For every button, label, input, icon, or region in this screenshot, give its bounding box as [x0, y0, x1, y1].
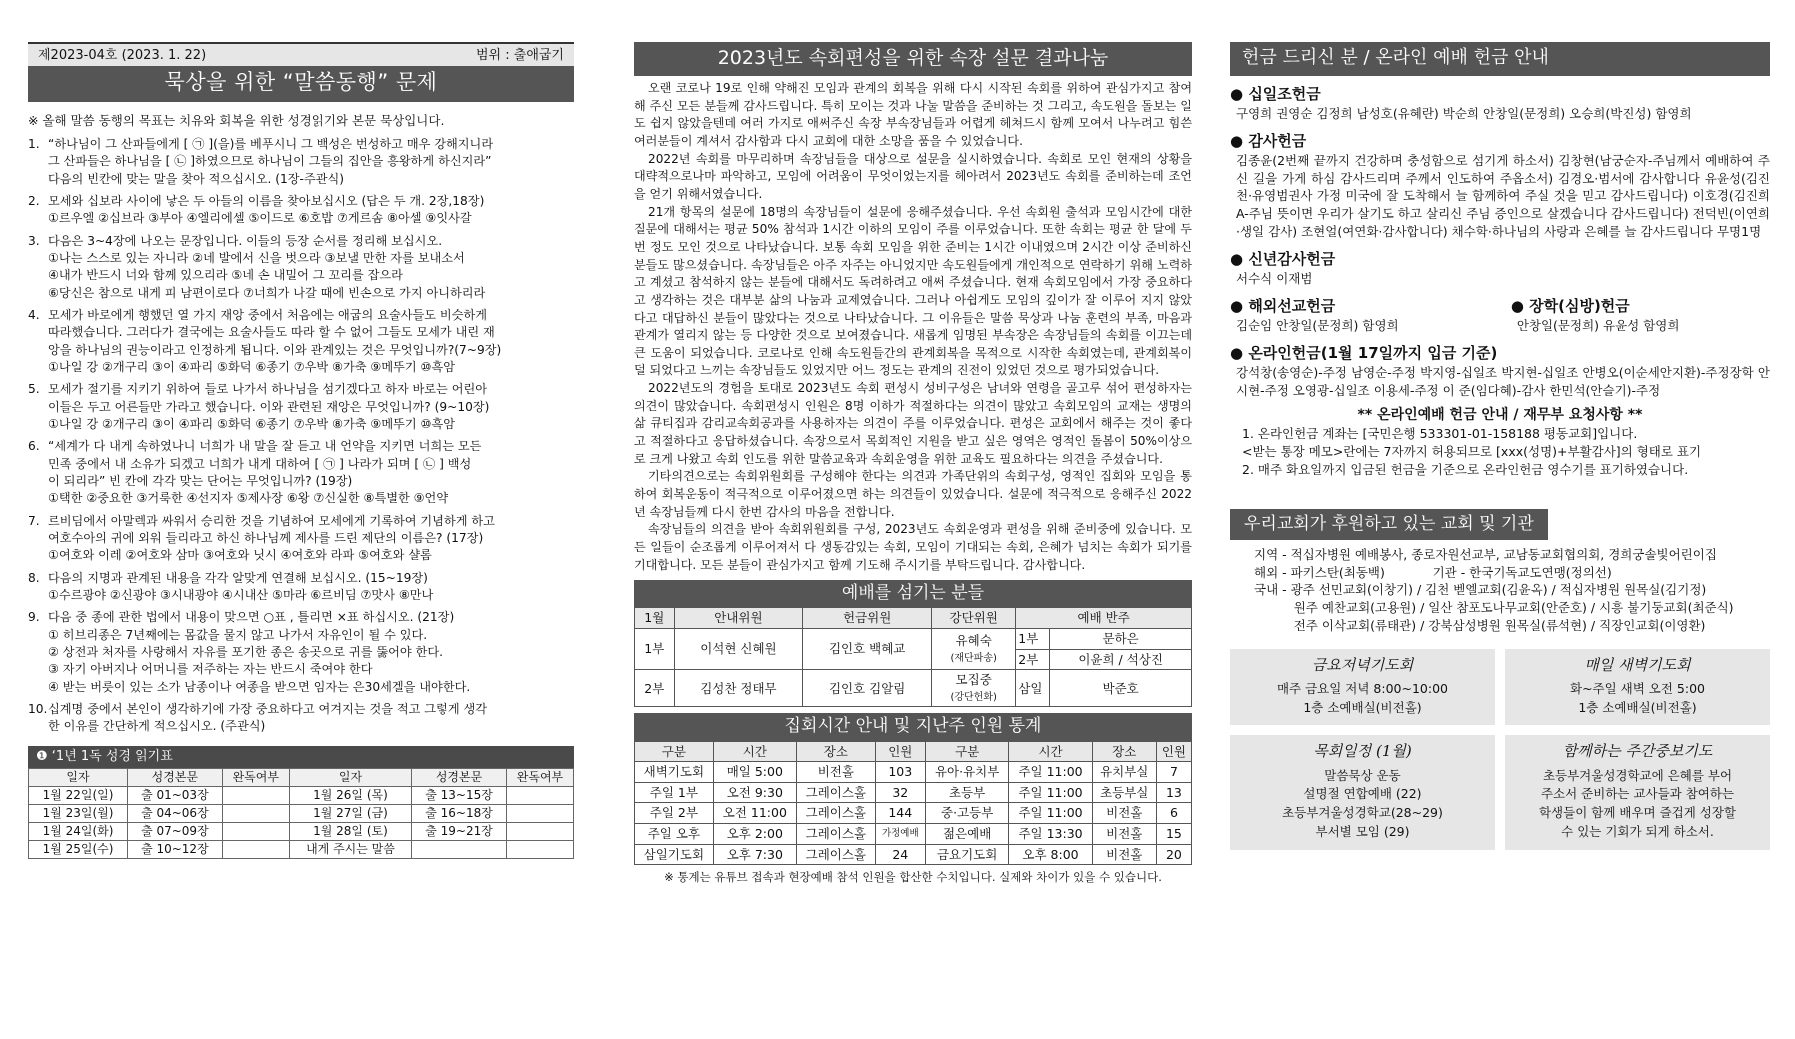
reading-plan-header [29, 768, 574, 786]
servers-acc: 문하은 [1050, 629, 1192, 650]
reading-cell: 1월 28일 (토) [289, 822, 411, 840]
question-line: ④내가 반드시 너와 함께 있으리라 ⑤네 손 내밀어 그 꼬리를 잡으라 [48, 268, 403, 283]
question-line: 여호수아의 귀에 외워 들리라고 하신 하나님께 제사를 드린 제단의 이름은? (17장) [48, 530, 484, 545]
survey-paragraph: 21개 항목의 설문에 18명의 속장님들이 설문에 응해주셨습니다. 우선 속회원 출석과 모임시간에 대한 질문에 대해서는 평균 50% 참석과 1시간 이하의 모임이 주를 이루었습니다. 또한 속회는 평균 한 달에 두 번 정도 모인 것으로 나타났습니다. 보통 속회 모임을 위한 준비는 1시간 이내였으며 2시간 이상 준비하신 분들도 많으셨습니다. 속장님들은 아주 자주는 아니었지만 속도원들에게 개인적으로 연락하기 위해 노력하고 계셨고 참석하지 않는 분들에 대해서도 독려하려고 애써 주셨습니다. 현재 속회모임에서 가장 중요하다고 생각하는 것은 대부분 삶의 나눔과 교제였습니다. 그러나 아쉽게도 모임의 깊이가 잘 이루어 지지 않았다고 대답하신 분들이 많았다는 것으로 나타났습니다. 그 이유들은 말씀 묵상과 나눔 훈련의 부족, 마음과 관계가 열리지 않는 등 다양한 것으로 보여졌습니다. 새롭게 임명된 부속장은 속장님들의 속회를 이끄는데 큰 도움이 되었습니다. 코로나로 인해 속도원들간의 관계회복을 목적으로 시작한 속회였는데, 관계회복이 덜 되었다고 느끼는 속장님들도 있었지만 어느 정도는 관계의 진전이 있었던 것으로 평가되었습니다. [634, 204, 1192, 378]
question-line: 그 산파들은 하나님을 [ ㉡ ]하였으므로 하나님이 그들의 집안을 흥왕하게 하신지라” [48, 154, 492, 169]
scholarship-title: ● 장학(심방)헌금 [1511, 296, 1770, 317]
reading-header-cell: 일자 [289, 768, 411, 786]
servers-header-cell: 1월 [635, 608, 675, 629]
support-line: 전주 이삭교회(류태관) / 강북삼성병원 원목실(류석현) / 직장인교회(이영환) [1254, 617, 1706, 633]
question-line: 모세와 십보라 사이에 낳은 두 아들의 이름을 찾아보십시오 (답은 두 개. 2장,18장) [48, 194, 485, 208]
servers-acc: 이윤희 / 석상진 [1050, 649, 1192, 670]
schedule-cell: 비전홀 [1092, 824, 1156, 845]
question-line: 다음의 지명과 관계된 내용을 각각 알맞게 연결해 보십시오. (15~19장) [48, 570, 428, 585]
question-line: 모세가 바로에게 행했던 열 가지 재앙 중에서 처음에는 애굽의 요술사들도 비슷하게 [48, 307, 488, 322]
schedule-cell: 금요기도회 [925, 844, 1009, 865]
question-line: 한 이유를 간단하게 적으십시오. (주관식) [48, 719, 266, 734]
reading-cell [506, 840, 573, 858]
event-box [1505, 649, 1770, 726]
reading-cell: 출 13~15장 [412, 786, 507, 804]
reading-cell: 1월 22일(일) [29, 786, 128, 804]
schedule-cell: 가정예배 [875, 824, 925, 845]
event-boxes [1230, 649, 1770, 850]
quiz-column [28, 42, 574, 859]
question-number: 8. [28, 570, 40, 585]
support-line: 해외 - 파키스탄(최동백) 기관 - 한국기독교도연맹(정의선) [1254, 564, 1612, 580]
schedule-cell: 32 [875, 782, 925, 803]
schedule-cell: 20 [1156, 844, 1191, 865]
servers-offering: 김인호 김알림 [803, 670, 932, 707]
event-box [1505, 735, 1770, 849]
event-box-line: 초등부겨울성경학교(28~29) [1282, 805, 1443, 821]
reading-cell [506, 804, 573, 822]
reading-cell: 출 16~18장 [412, 804, 507, 822]
question-body [48, 307, 574, 376]
question-line: ①르우엘 ②십브라 ③부아 ④엘리에셀 ⑤이드로 ⑥호밥 ⑦게르솜 ⑧아셀 ⑨잇사갈 [48, 211, 472, 226]
reading-cell [506, 822, 573, 840]
offering-title: 헌금 드리신 분 / 온라인 예배 헌금 안내 [1230, 42, 1770, 76]
issue-bar [28, 42, 574, 66]
scholarship-body: 안창일(문정희) 유윤성 함영희 [1516, 317, 1680, 333]
schedule-header-cell: 장소 [796, 741, 875, 762]
reading-header-cell: 성경본문 [128, 768, 223, 786]
question-line: 다음의 빈칸에 맞는 말을 찾아 적으십시오. (1장-주관식) [48, 171, 345, 186]
schedule-cell: 오후 2:00 [713, 824, 796, 845]
question-number: 5. [28, 382, 40, 397]
survey-paragraph: 2022년도의 경험을 토대로 2023년도 속회 편성시 성비구성은 남녀와 연령을 골고루 섞어 편성하자는 의견이 많았습니다. 속회편성시 인원은 8명 이하가 적절하다는 의견이 많았고 속회모임의 교재는 생명의 삶 큐티집과 감리교속회공과를 사용하자는 의견이 주를 이루었습니다. 편성은 교회에서 해주는 것이 좋다고 적절하다고 응답하셨습니다. 속장으로서 목회적인 지원을 받고 싶은 영역은 영적인 돌봄이 50%이상으로 크게 나왔고 속회 인도를 위한 말씀교육과 속회운영을 위한 교육도 필요하다는 의견을 주셨습니다. [634, 381, 1192, 466]
schedule-cell: 오전 11:00 [713, 803, 796, 824]
question-line: 이들은 두고 어른들만 가라고 했습니다. 이와 관련된 재앙은 무엇입니까? (9~10장) [48, 399, 490, 414]
question-line: ①수르광야 ②신광야 ③시내광야 ④시내산 ⑤마라 ⑥르비딤 ⑦맛사 ⑧만나 [48, 587, 434, 602]
servers-acc-label: 2부 [1016, 649, 1050, 670]
schedule-cell: 7 [1156, 762, 1191, 783]
servers-altar-name: 모집중 [955, 672, 992, 688]
issue-scope: 범위 : 출애굽기 [476, 48, 564, 63]
question-line: “하나님이 그 산파들에게 [ ㉠ ](을)를 베푸시니 그 백성은 번성하고 매우 강해지니라 [48, 137, 494, 152]
schedule-cell: 144 [875, 803, 925, 824]
question-line: 앙을 하나님의 권능이라고 인정하게 됩니다. 이와 관계있는 것은 무엇입니까?(7~9장) [48, 342, 502, 357]
question-item [28, 609, 574, 696]
servers-row [635, 629, 1192, 650]
schedule-cell: 비전홀 [1092, 844, 1156, 865]
schedule-header-cell: 장소 [1092, 741, 1156, 762]
question-number: 4. [28, 307, 40, 322]
thanks-title: ● 감사헌금 [1230, 131, 1770, 152]
question-item [28, 136, 574, 188]
question-body [48, 381, 574, 433]
question-body [48, 701, 574, 736]
reading-header-cell: 완독여부 [506, 768, 573, 786]
notice-item: <받는 통장 메모>란에는 7자까지 허용되므로 [xxx(성명)+부활감사]의 형태로 표기 [1242, 444, 1702, 460]
reading-cell: 1월 23일(월) [29, 804, 128, 822]
reading-row [29, 786, 574, 804]
question-item [28, 193, 574, 228]
reading-row [29, 822, 574, 840]
question-line: ①나일 강 ②개구리 ③이 ④파리 ⑤화덕 ⑥종기 ⑦우박 ⑧가축 ⑨메뚜기 ⑩흑암 [48, 359, 456, 374]
event-box-line: 초등부겨울성경학교에 은혜를 부어 [1542, 767, 1733, 783]
event-box-line: 주소서 준비하는 교사들과 참여하는 [1540, 786, 1735, 802]
servers-week: 1부 [635, 629, 675, 670]
question-line: 민족 중에서 내 소유가 되겠고 너희가 내게 대하여 [ ㉠ ] 나라가 되며 [ ㉡ ] 백성 [48, 456, 472, 471]
servers-header [635, 608, 1192, 629]
question-body [48, 193, 574, 228]
survey-title: 2023년도 속회편성을 위한 속장 설문 결과나눔 [634, 42, 1192, 76]
question-body [48, 513, 574, 565]
question-line: 다음은 3~4장에 나오는 문장입니다. 이들의 등장 순서를 정리해 보십시오. [48, 233, 443, 248]
schedule-cell: 그레이스홀 [796, 844, 875, 865]
schedule-row [635, 844, 1192, 865]
quiz-intro: ※ 올해 말씀 동행의 목표는 치유와 회복을 위한 성경읽기와 본문 묵상입니다. [28, 113, 445, 129]
reading-header-cell: 완독여부 [222, 768, 289, 786]
reading-header-cell: 일자 [29, 768, 128, 786]
event-box-title: 매일 새벽기도회 [1584, 655, 1691, 674]
question-item [28, 701, 574, 736]
question-item [28, 570, 574, 605]
servers-acc-label: 1부 [1016, 629, 1050, 650]
schedule-header-cell: 인원 [1156, 741, 1191, 762]
event-box-line: 설명절 연합예배 (22) [1303, 786, 1422, 802]
servers-altar [932, 670, 1016, 707]
schedule-header-cell: 시간 [1009, 741, 1092, 762]
newyear-title: ● 신년감사헌금 [1230, 249, 1770, 270]
schedule-cell: 주일 11:00 [1009, 803, 1092, 824]
schedule-cell: 오후 8:00 [1009, 844, 1092, 865]
servers-title: 예배를 섬기는 분들 [634, 580, 1192, 607]
schedule-cell: 그레이스홀 [796, 824, 875, 845]
schedule-title: 집회시간 안내 및 지난주 인원 통계 [634, 713, 1192, 740]
schedule-cell: 새벽기도회 [635, 762, 714, 783]
servers-header-cell: 헌금위원 [803, 608, 932, 629]
event-box-line: 말씀묵상 운동 [1324, 767, 1401, 783]
servers-acc-label: 삼일 [1016, 670, 1050, 707]
schedule-row [635, 803, 1192, 824]
event-box-line: 화~주일 새벽 오전 5:00 [1570, 680, 1705, 696]
schedule-cell: 비전홀 [796, 762, 875, 783]
schedule-cell: 유치부실 [1092, 762, 1156, 783]
question-line: ④ 받는 버릇이 있는 소가 남종이나 여종을 받으면 임자는 은30세겔을 내야한다. [48, 679, 471, 694]
servers-header-cell: 예배 반주 [1016, 608, 1192, 629]
issue-number: 제2023-04호 (2023. 1. 22) [38, 48, 207, 63]
question-item [28, 438, 574, 507]
question-line: 따라했습니다. 그러다가 결국에는 요술사들도 따라 할 수 없어 그들도 모세가 내린 재 [48, 325, 495, 340]
survey-paragraph: 기타의견으로는 속회위원회를 구성해야 한다는 의견과 가족단위의 속회구성, 영적인 집회와 모임을 통하여 회복운동이 적극적으로 이루어졌으면 하는 의견들이 있었습니다. 설문에 적극적으로 응해주신 2022년 속장님들께 다시 한번 감사의 마음을 전합니다. [634, 469, 1192, 519]
servers-acc: 박준호 [1050, 670, 1192, 707]
notice-item: 1. 온라인헌금 계좌는 [국민은행 533301-01-158188 평동교회]입니다. [1242, 426, 1638, 442]
mission-body: 김순임 안창일(문정희) 함영희 [1236, 317, 1399, 333]
schedule-cell: 젊은예배 [925, 824, 1009, 845]
schedule-cell: 유아·유치부 [925, 762, 1009, 783]
question-list [28, 136, 574, 736]
question-line: ① 히브리종은 7년째에는 몸값을 물지 않고 나가서 자유인이 될 수 있다. [48, 627, 428, 642]
reading-cell: 내게 주시는 말씀 [289, 840, 411, 858]
reading-cell: 출 07~09장 [128, 822, 223, 840]
question-line: 다음 중 종에 관한 법에서 내용이 맞으면 ○표 , 틀리면 ×표 하십시오. (21장) [48, 610, 455, 625]
reading-cell: 1월 26일 (목) [289, 786, 411, 804]
question-body [48, 136, 574, 188]
survey-paragraph: 속장님들의 의견을 받아 속회위원회를 구성, 2023년도 속회운영과 편성을 위해 준비중에 있습니다. 모든 일들이 순조롭게 이루어져서 다 생동감있는 속회, 모임이 기대되는 속회, 은혜가 넘치는 속회가 되기를 기대합니다. 모든 분들이 관심가지고 함께 기도해 주시기를 부탁드립니다. 감사합니다. [634, 522, 1192, 572]
question-number: 10. [28, 701, 48, 716]
tithe-body: 구영희 권영순 김정희 남성호(유혜란) 박순희 안창일(문정희) 오승희(박진성) 함영희 [1236, 105, 1692, 121]
schedule-cell: 매일 5:00 [713, 762, 796, 783]
schedule-cell: 15 [1156, 824, 1191, 845]
question-item [28, 513, 574, 565]
servers-altar-note: (강단헌화) [950, 691, 997, 703]
servers-guide: 이석현 신혜원 [674, 629, 803, 670]
question-line: “세계가 다 내게 속하였나니 너희가 내 말을 잘 듣고 내 언약을 지키면 너희는 모든 [48, 439, 482, 454]
event-box-title: 금요저녁기도회 [1311, 655, 1414, 674]
schedule-cell: 주일 1부 [635, 782, 714, 803]
question-number: 1. [28, 137, 40, 152]
schedule-cell: 초등부실 [1092, 782, 1156, 803]
question-number: 6. [28, 439, 40, 454]
servers-altar-note: (재단파송) [950, 652, 997, 664]
schedule-cell: 103 [875, 762, 925, 783]
reading-cell: 출 04~06장 [128, 804, 223, 822]
survey-body [634, 80, 1192, 574]
reading-cell: 출 19~21장 [412, 822, 507, 840]
reading-cell: 1월 27일 (금) [289, 804, 411, 822]
question-line: 모세가 절기를 지키기 위하여 들로 나가서 하나님을 섬기겠다고 하자 바로는 어린아 [48, 382, 488, 397]
online-body: 강석창(송영순)-주정 남영순-주정 박지영-십일조 박지현-십일조 안병오(이순세안지환)-주정장학 안시현-주정 오영광-십일조 이용세-주정 이 준(임다혜)-감사 한민석(안슬기)-주정 [1236, 365, 1770, 398]
reading-cell [222, 822, 289, 840]
question-line: 르비딤에서 아말렉과 싸워서 승리한 것을 기념하여 모세에게 기록하여 기념하게 하고 [48, 513, 495, 528]
question-number: 7. [28, 513, 40, 528]
servers-header-cell: 강단위원 [932, 608, 1016, 629]
schedule-cell: 주일 13:30 [1009, 824, 1092, 845]
reading-cell [506, 786, 573, 804]
event-box-title: 함께하는 주간중보기도 [1562, 742, 1713, 761]
schedule-header-cell: 시간 [713, 741, 796, 762]
schedule-cell: 주일 11:00 [1009, 762, 1092, 783]
reading-header-cell: 성경본문 [412, 768, 507, 786]
reading-cell [222, 786, 289, 804]
schedule-cell: 오후 7:30 [713, 844, 796, 865]
schedule-row [635, 762, 1192, 783]
question-line: ② 상전과 처자를 사랑해서 자유를 포기한 종은 송곳으로 귀를 뚫어야 한다. [48, 644, 443, 659]
reading-cell: 출 01~03장 [128, 786, 223, 804]
reading-cell [412, 840, 507, 858]
event-box-line: 수 있는 기회가 되게 하소서. [1561, 823, 1714, 839]
notice-list [1230, 425, 1770, 478]
schedule-table [634, 741, 1192, 866]
event-box-line: 1층 소예배실(비전홀) [1303, 699, 1422, 715]
question-line: ③ 자기 아버지나 어머니를 저주하는 자는 반드시 죽여야 한다 [48, 662, 373, 677]
mission-title: ● 해외선교헌금 [1230, 296, 1489, 317]
question-line: ①택한 ②중요한 ③거룩한 ④선지자 ⑤제사장 ⑥왕 ⑦신실한 ⑧특별한 ⑨언약 [48, 491, 449, 506]
thanks-body: 김종윤(2번째 끝까지 건강하며 충성함으로 섬기게 하소서) 김창현(남궁순자-주님께서 예배하여 주신 길을 가게 하심 감사드리며 주께서 인도하여 주옵소서) 김경오·범서에 감사합니다 유윤성(김진천·유영범권사 가정 미국에 잘 도착해서 늘 함께하여 주실 것을 믿고 감사드립니다) 이호경(김진희A-주님 뜻이면 우리가 살기도 하고 살리신 주님 증인으로 살겠습니다 감사드립니다) 전덕빈(이연희·생일 감사) 조현얼(여연화·감사합니다) 채수학·하나님의 사랑과 은혜를 늘 감사드립니다 무명1명 [1236, 152, 1770, 239]
schedule-cell: 주일 2부 [635, 803, 714, 824]
schedule-cell: 주일 11:00 [1009, 782, 1092, 803]
question-line: 이 되리라” 빈 칸에 각각 맞는 단어는 무엇입니까? (19장) [48, 473, 353, 488]
reading-plan-title: ❶ ‘1년 1독 성경 읽기표 [28, 746, 574, 768]
schedule-cell: 비전홀 [1092, 803, 1156, 824]
support-title: 우리교회가 후원하고 있는 교회 및 기관 [1230, 509, 1548, 540]
question-line: 십계명 중에서 본인이 생각하기에 가장 중요하다고 여겨지는 것을 적고 그렇게 생각 [48, 701, 488, 716]
schedule-cell: 13 [1156, 782, 1191, 803]
schedule-header-cell: 구분 [635, 741, 714, 762]
servers-row [635, 670, 1192, 707]
schedule-header-cell: 구분 [925, 741, 1009, 762]
schedule-cell: 초등부 [925, 782, 1009, 803]
reading-cell [222, 804, 289, 822]
tithe-title: ● 십일조헌금 [1230, 84, 1770, 105]
reading-plan-table [28, 768, 574, 859]
support-list [1230, 546, 1770, 635]
online-title: ● 온라인헌금(1월 17일까지 입금 기준) [1230, 343, 1770, 364]
question-item [28, 381, 574, 433]
servers-altar [932, 629, 1016, 670]
question-body [48, 609, 574, 696]
servers-header-cell: 안내위원 [674, 608, 803, 629]
survey-paragraph: 오랜 코로나 19로 인해 약해진 모임과 관계의 회복을 위해 다시 시작된 속회를 위하여 관심가지고 참여해 주신 모든 분들께 감사드립니다. 특히 모이는 것과 나눌 말씀을 준비하는 것 그리고, 속도원을 돌보는 일도 쉽지 않았을텐데 여러 가지로 애써주신 속장 부속장님들과 어렵게 헤쳐드시 함께 모여서 나누려고 힘쓴 여러분들이 계셔서 감사함과 다시 교회에 대한 소망을 품을 수 있었습니다. [634, 80, 1192, 148]
event-box-line: 매주 금요일 저녁 8:00~10:00 [1276, 680, 1448, 696]
schedule-row [635, 824, 1192, 845]
reading-cell: 1월 25일(수) [29, 840, 128, 858]
event-box-line: 부서별 모임 (29) [1315, 823, 1410, 839]
schedule-cell: 24 [875, 844, 925, 865]
schedule-cell: 중·고등부 [925, 803, 1009, 824]
question-body [48, 438, 574, 507]
newyear-body: 서수식 이재범 [1236, 270, 1313, 286]
event-box-title: 목회일정 (1월) [1313, 742, 1412, 761]
question-number: 9. [28, 610, 40, 625]
quiz-title: 묵상을 위한 “말씀동행” 문제 [28, 66, 574, 102]
servers-guide: 김성찬 정태무 [674, 670, 803, 707]
notice-title: ** 온라인예배 헌금 안내 / 재무부 요청사항 ** [1357, 406, 1643, 423]
question-line: ⑥당신은 참으로 내게 피 남편이로다 ⑦너희가 나갈 때에 빈손으로 가지 아니하리라 [48, 285, 486, 300]
event-box [1230, 649, 1495, 726]
question-item [28, 307, 574, 376]
event-box [1230, 735, 1495, 849]
question-number: 3. [28, 233, 40, 248]
support-line: 국내 - 광주 선민교회(이창기) / 김천 벧엘교회(김윤옥) / 적십자병원 원목실(김기정) [1254, 582, 1707, 598]
survey-column [634, 42, 1192, 886]
schedule-header [635, 741, 1192, 762]
schedule-cell: 그레이스홀 [796, 782, 875, 803]
question-item [28, 233, 574, 302]
schedule-header-cell: 인원 [875, 741, 925, 762]
schedule-cell: 6 [1156, 803, 1191, 824]
schedule-note: ※ 통계는 유튜브 접속과 현장예배 참석 인원을 합산한 수치입니다. 실제와 차이가 있을 수 있습니다. [664, 870, 1162, 885]
schedule-row [635, 782, 1192, 803]
event-box-line: 1층 소예배실(비전홀) [1578, 699, 1697, 715]
servers-table [634, 607, 1192, 707]
question-body [48, 233, 574, 302]
schedule-cell: 삼일기도회 [635, 844, 714, 865]
offering-column [1230, 42, 1770, 850]
question-body [48, 570, 574, 605]
schedule-cell: 오전 9:30 [713, 782, 796, 803]
question-line: ①나일 강 ②개구리 ③이 ④파리 ⑤화덕 ⑥종기 ⑦우박 ⑧가축 ⑨메뚜기 ⑩흑암 [48, 416, 456, 431]
question-number: 2. [28, 194, 40, 208]
reading-cell [222, 840, 289, 858]
event-box-line: 학생들이 함께 배우며 즐겁게 성장할 [1538, 805, 1737, 821]
reading-row [29, 840, 574, 858]
question-line: ①여호와 이레 ②여호와 삼마 ③여호와 닛시 ④여호와 라파 ⑤여호와 샬롬 [48, 548, 432, 563]
servers-offering: 김인호 백혜교 [803, 629, 932, 670]
support-line: 원주 예찬교회(고용원) / 일산 참포도나무교회(안준호) / 시흥 불기둥교회(최준식) [1254, 600, 1734, 616]
notice-item: 2. 매주 화요일까지 입금된 헌금을 기준으로 온라인헌금 영수기를 표기하였습니다. [1242, 461, 1689, 477]
support-line: 지역 - 적십자병원 예배봉사, 종로자원선교부, 교남동교회협의회, 경희궁솔빛어린이집 [1254, 546, 1717, 562]
reading-cell: 1월 24일(화) [29, 822, 128, 840]
reading-cell: 출 10~12장 [128, 840, 223, 858]
servers-altar-name: 유혜숙 [955, 633, 992, 649]
schedule-cell: 그레이스홀 [796, 803, 875, 824]
mission-scholarship-row [1230, 288, 1770, 335]
question-line: ①나는 스스로 있는 자니라 ②네 발에서 신을 벗으라 ③보낼 만한 자를 보내소서 [48, 250, 465, 265]
servers-week: 2부 [635, 670, 675, 707]
reading-row [29, 804, 574, 822]
survey-paragraph: 2022년 속회를 마무리하며 속장님들을 대상으로 설문을 실시하였습니다. 속회로 모인 현재의 상황을 대략적으로나마 파악하고, 모임에 어려움이 무엇이었는지를 헤아려서 2023년도 속회를 준비하는데 조언을 얻기 위해서였습니다. [634, 151, 1192, 201]
schedule-cell: 주일 오후 [635, 824, 714, 845]
